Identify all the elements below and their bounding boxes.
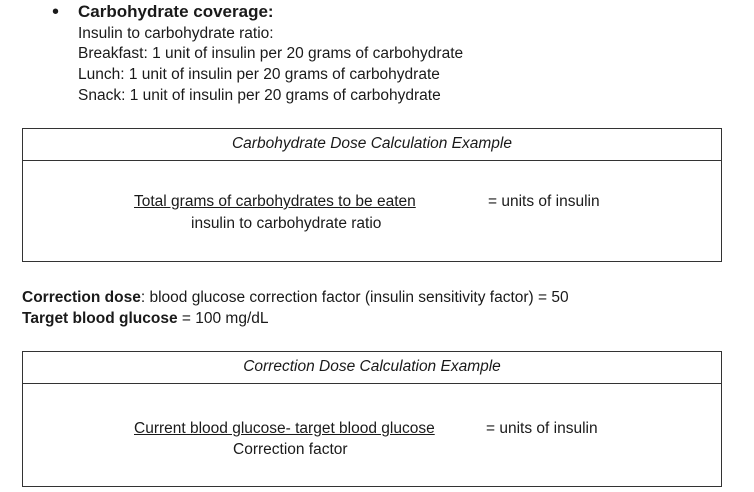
carb-dose-example-title: Carbohydrate Dose Calculation Example [23,129,721,161]
correction-formula-result: = units of insulin [486,420,598,437]
correction-dose-label: Correction dose [22,289,141,306]
carb-coverage-heading: Carbohydrate coverage: [78,2,274,21]
correction-formula-denominator: Correction factor [233,441,348,458]
carb-formula-denominator: insulin to carbohydrate ratio [191,215,382,232]
carb-formula-result: = units of insulin [488,193,600,210]
carb-dose-example-box [22,128,722,262]
correction-dose-line [22,288,569,308]
target-glucose-text: = 100 mg/dL [177,310,269,327]
correction-formula-numerator: Current blood glucose- target blood glucose [134,420,435,437]
breakfast-ratio: Breakfast: 1 unit of insulin per 20 grams of carbohydrate [78,45,464,62]
bullet-point: • [52,1,60,23]
carb-ratio-label: Insulin to carbohydrate ratio: [78,25,274,42]
snack-ratio: Snack: 1 unit of insulin per 20 grams of carbohydrate [78,87,441,104]
lunch-ratio: Lunch: 1 unit of insulin per 20 grams of carbohydrate [78,66,440,83]
carb-formula-numerator: Total grams of carbohydrates to be eaten [134,193,416,210]
target-glucose-line [22,309,269,329]
correction-dose-text: : blood glucose correction factor (insulin sensitivity factor) = 50 [140,289,569,306]
correction-dose-example-title: Correction Dose Calculation Example [23,352,721,384]
correction-dose-example-box [22,351,722,487]
target-glucose-label: Target blood glucose [22,310,178,327]
